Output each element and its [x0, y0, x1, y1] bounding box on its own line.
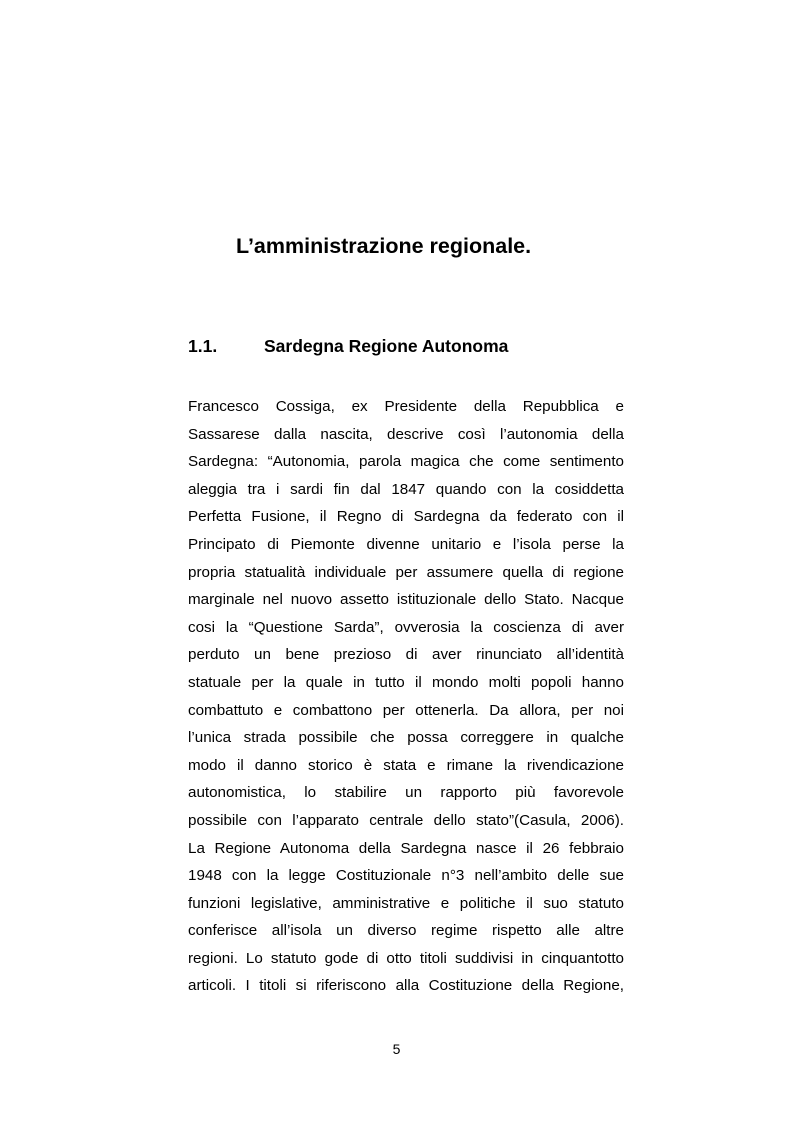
- page-number: 5: [392, 1041, 401, 1057]
- body-line: Principato di Piemonte divenne unitario e l’isola perse la: [188, 535, 624, 553]
- body-line: articoli. I titoli si riferiscono alla Costituzione della Regione,: [188, 977, 624, 995]
- body-line: possibile con l’apparato centrale dello stato”(Casula, 2006).: [188, 811, 624, 829]
- body-line: regioni. Lo statuto gode di otto titoli suddivisi in cinquantotto: [188, 949, 624, 967]
- body-line: propria statualità individuale per assumere quella di regione: [188, 563, 624, 581]
- body-line: perduto un bene prezioso di aver rinunciato all’identità: [188, 646, 624, 664]
- body-line: marginale nel nuovo assetto istituzionale dello Stato. Nacque: [188, 591, 624, 609]
- body-line: La Regione Autonoma della Sardegna nasce il 26 febbraio: [188, 839, 624, 857]
- body-line: statuale per la quale in tutto il mondo molti popoli hanno: [188, 673, 624, 691]
- body-line: l’unica strada possibile che possa correggere in qualche: [188, 729, 624, 747]
- body-line: conferisce all’isola un diverso regime rispetto alle altre: [188, 922, 624, 940]
- body-line: Francesco Cossiga, ex Presidente della Repubblica e: [188, 398, 624, 415]
- body-line: modo il danno storico è stata e rimane la rivendicazione: [188, 756, 624, 774]
- body-paragraph: [188, 393, 624, 1000]
- body-line: combattuto e combattono per ottenerla. Da allora, per noi: [188, 701, 624, 719]
- body-line: Sardegna: “Autonomia, parola magica che come sentimento: [188, 453, 624, 471]
- body-line: aleggia tra i sardi fin dal 1847 quando con la cosiddetta: [188, 480, 624, 498]
- chapter-title: L’amministrazione regionale.: [236, 234, 532, 258]
- section-title: Sardegna Regione Autonoma: [264, 336, 509, 356]
- body-line: 1948 con la legge Costituzionale n°3 nell’ambito delle sue: [188, 867, 624, 885]
- body-line: Sassarese dalla nascita, descrive così l’autonomia della: [188, 425, 624, 443]
- body-line: autonomistica, lo stabilire un rapporto più favorevole: [188, 784, 624, 802]
- body-line: Perfetta Fusione, il Regno di Sardegna da federato con il: [188, 508, 624, 526]
- body-line: funzioni legislative, amministrative e politiche il suo statuto: [188, 894, 624, 912]
- body-line: cosi la “Questione Sarda”, ovverosia la coscienza di aver: [188, 618, 624, 636]
- section-number: 1.1.: [188, 336, 218, 356]
